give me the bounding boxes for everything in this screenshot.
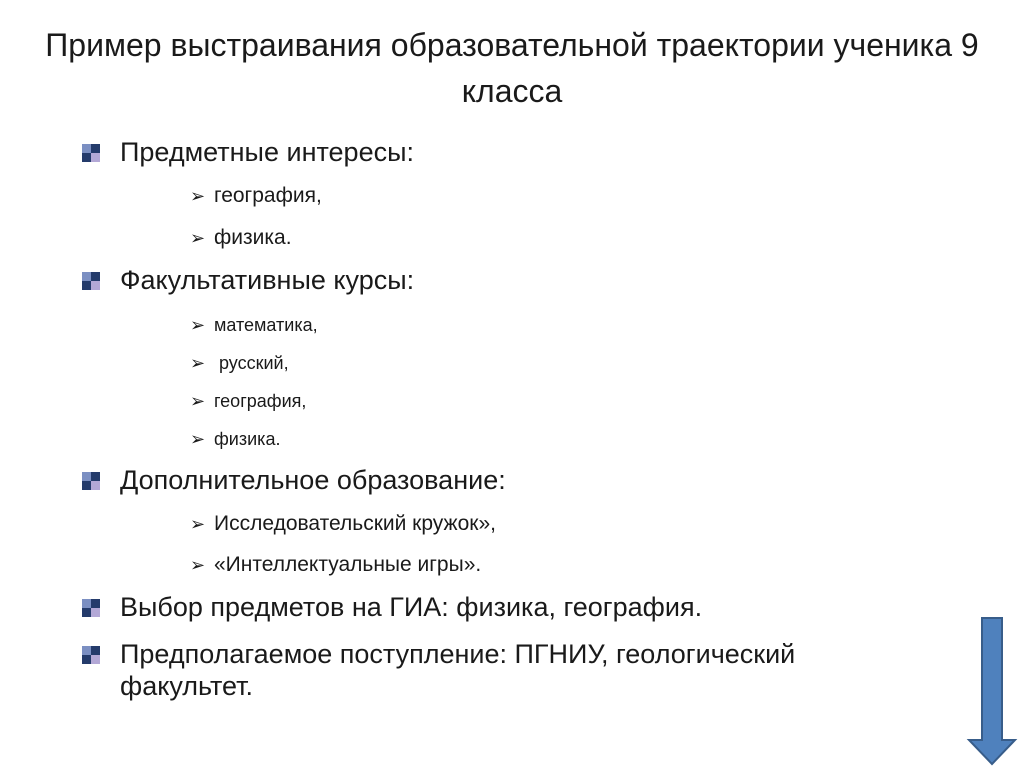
checker-square-icon [82,646,100,664]
arrowhead-icon: ➢ [190,429,206,449]
checker-square-icon [82,272,100,290]
arrowhead-icon: ➢ [190,353,206,373]
sub-item: ➢ Исследовательский кружок», [190,512,496,535]
list-item-courses: Факультативные курсы: [120,265,415,295]
list-item-admission: Предполагаемое поступление: ПГНИУ, геологический факультет. [120,639,796,701]
arrowhead-icon: ➢ [190,514,206,534]
list-item-extra: Дополнительное образование: [120,465,506,495]
sub-item: ➢ физика. [190,426,280,452]
checker-square-icon [82,144,100,162]
arrowhead-icon: ➢ [190,555,206,575]
slide-title: Пример выстраивания образовательной траектории ученика 9 класса [45,27,979,109]
down-arrow-icon [966,616,1018,766]
arrowhead-icon: ➢ [190,228,206,248]
sub-item: ➢ физика. [190,226,292,249]
list-item-interests: Предметные интересы: [120,137,414,167]
sub-item: ➢ география, [190,388,306,414]
sub-item: ➢ «Интеллектуальные игры». [190,553,482,576]
sub-item: ➢ русский, [190,350,289,376]
arrowhead-icon: ➢ [190,391,206,411]
checker-square-icon [82,472,100,490]
arrowhead-icon: ➢ [190,186,206,206]
checker-square-icon [82,599,100,617]
sub-item: ➢ география, [190,184,322,207]
arrowhead-icon: ➢ [190,315,206,335]
sub-item: ➢ математика, [190,312,318,338]
list-item-exam: Выбор предметов на ГИА: физика, география. [120,592,703,622]
